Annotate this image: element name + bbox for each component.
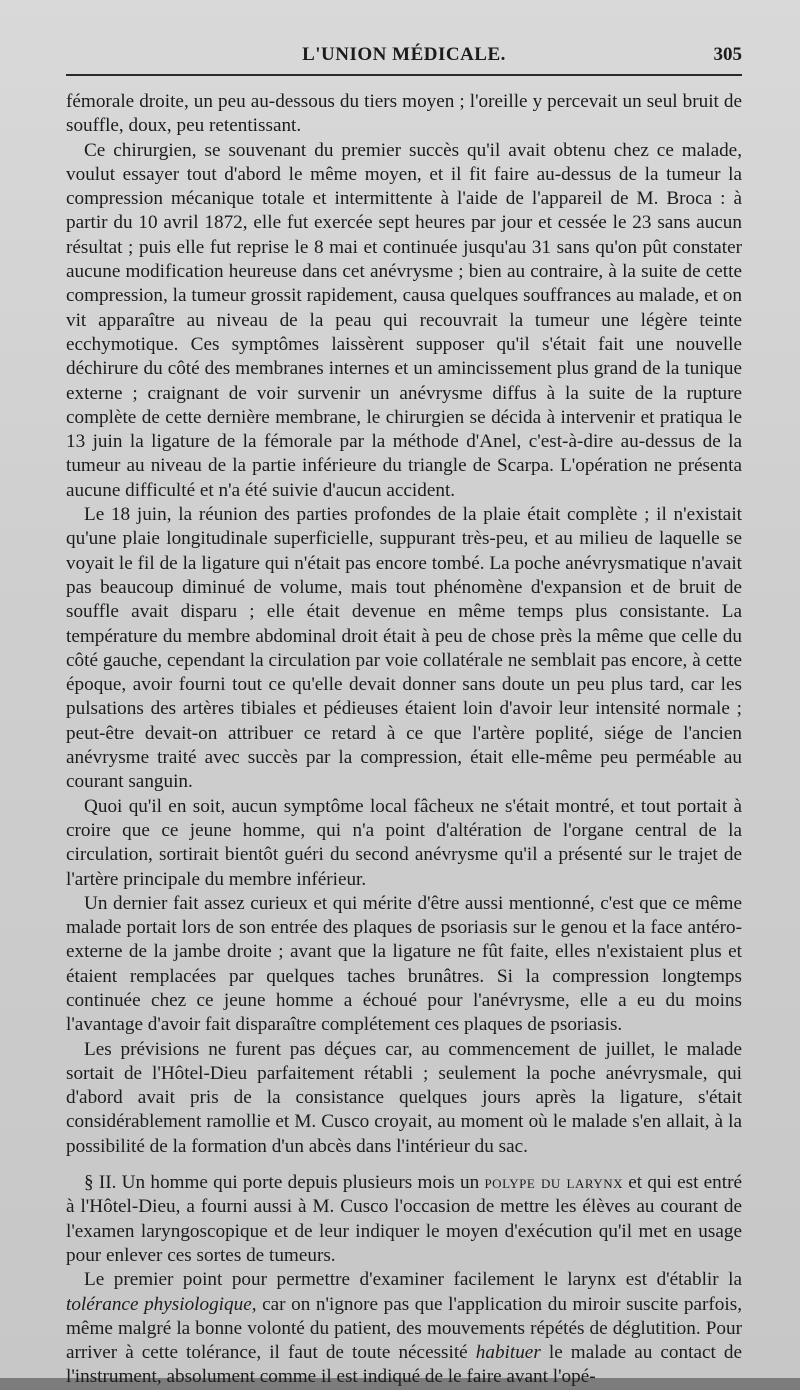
tolerance-lead: Le premier point pour permettre d'examiner facilement le larynx est d'établir la: [84, 1269, 742, 1291]
section-ii-rest: et qui est entré à l'Hôtel-Dieu, a fourni aussi à M. Cusco l'occasion de mettre les élèves au courant de l'examen laryngoscopique et de leur indiquer le moyen d'exécution qu'il met en usage pour enlever ces sortes de tumeurs.: [66, 1172, 742, 1266]
running-title: L'UNION MÉDICALE.: [302, 44, 506, 65]
body-text: [66, 90, 742, 1390]
paragraph-june-18: Le 18 juin, la réunion des parties profondes de la plaie était complète ; il n'existait qu'une plaie longitudinale superficielle, suppurant très-peu, et au milieu de laquelle se voyait le fil de la ligature qui n'était pas encore tombé. La poche anévrysmatique n'avait pas beaucoup diminué de volume, mais tout phénomène d'expansion et de bruit de souffle avait disparu ; elle était devenue en même temps plus consistante. La température du membre abdominal droit était à peu de chose près la même que celle du côté gauche, cependant la circulation par voie collatérale ne semblait pas encore, à cette époque, avoir fourni tout ce qu'elle devait donner sans doute un peu plus tard, car les pulsations des artères tibiales et pédieuses étaient loin d'avoir leur intensité normale ; peut-être devait-on attribuer ce retard à ce que l'artère poplité, siége de l'ancien anévrysme traité avec succès par la compression, était elle-même peu perméable au courant sanguin.: [66, 504, 742, 793]
paragraph-surgeon-compression: Ce chirurgien, se souvenant du premier succès qu'il avait obtenu chez ce malade, voulut essayer tout d'abord le même moyen, et il fit faire au-dessus de la tumeur la compression mécanique totale et intermittente à l'aide de l'appareil de M. Broca : à partir du 10 avril 1872, elle fut exercée sept heures par jour et cessée le 23 sans aucun résultat ; puis elle fut reprise le 8 mai et continuée jusqu'au 31 sans qu'on pût constater aucune modification heureuse dans cet anévrysme ; bien au contraire, à la suite de cette compression, la tumeur grossit rapidement, causa quelques souffrances au malade, et on vit apparaître au niveau de la peau qui recouvrait la tumeur une légère teinte ecchymotique. Ces symptômes laissèrent supposer qu'il s'était fait une nouvelle déchirure du côté des membranes internes et un amincissement plus grand de la tunique externe ; craignant de voir survenir un anévrysme diffus à la suite de la rupture complète de cette dernière membrane, le chirurgien se décida à intervenir et pratiqua le 13 juin la ligature de la fémorale par la méthode d'Anel, c'est-à-dire au-dessus de la tumeur au niveau de la partie inférieure du triangle de Scarpa. L'opération ne présenta aucune difficulté et n'a été suivie d'aucun accident.: [66, 139, 742, 501]
paragraph-previsions: Les prévisions ne furent pas déçues car, au commencement de juillet, le malade sortait de l'Hôtel-Dieu parfaitement rétabli ; seulement la poche anévrysmale, qui d'abord avait pris de la consistance quelques jours après la ligature, s'était considérablement ramollie et M. Cusco croyait, au moment où le malade s'en allait, à la possibilité de la formation d'un abcès dans l'intérieur du sac.: [66, 1038, 742, 1157]
paragraph-psoriasis: Un dernier fait assez curieux et qui mérite d'être aussi mentionné, c'est que ce même malade portait lors de son entrée des plaques de psoriasis sur le genou et la face antéro-externe de la jambe droite ; avant que la ligature ne fût faite, elles n'existaient plus et étaient remplacées par quelques taches brunâtres. Si la compression longtemps continuée chez ce jeune homme a échoué pour l'anévrysme, elle a eu du moins l'avantage d'avoir fait disparaître complétement ces plaques de psoriasis.: [66, 892, 742, 1036]
habituer-italic-term: habituer: [475, 1342, 541, 1364]
tolerance-mid: , car on n'ignore pas que l'application du miroir suscite parfois, même malgré la bonne volonté du patient, des mouvements répétés de déglutition. Pour arriver à cette tolérance, il faut de toute nécessité: [66, 1293, 742, 1364]
tolerance-rest: le malade au contact de l'instrument, absolument comme il est indiqué de le faire avant l'opé-: [66, 1342, 742, 1388]
paragraph-continuation: fémorale droite, un peu au-dessous du tiers moyen ; l'oreille y percevait un seul bruit de souffle, doux, peu retentissant.: [66, 91, 742, 137]
section-ii-lead: § II. Un homme qui porte depuis plusieurs mois un: [84, 1172, 485, 1194]
page-number: 305: [713, 44, 742, 65]
section-ii-keyword: polype du larynx: [484, 1172, 623, 1194]
tolerance-italic-term: tolérance physiologique: [66, 1293, 252, 1315]
page-header: [66, 44, 742, 76]
paragraph-tolerance: [66, 1268, 742, 1389]
paragraph-section-ii: [66, 1171, 742, 1268]
paragraph-outcome: Quoi qu'il en soit, aucun symptôme local fâcheux ne s'était montré, et tout portait à croire que ce jeune homme, qui n'a point d'altération de l'organe central de la circulation, sortirait bientôt guéri du second anévrysme qu'il a présenté sur le trajet de l'artère principale du membre inférieur.: [66, 795, 742, 890]
